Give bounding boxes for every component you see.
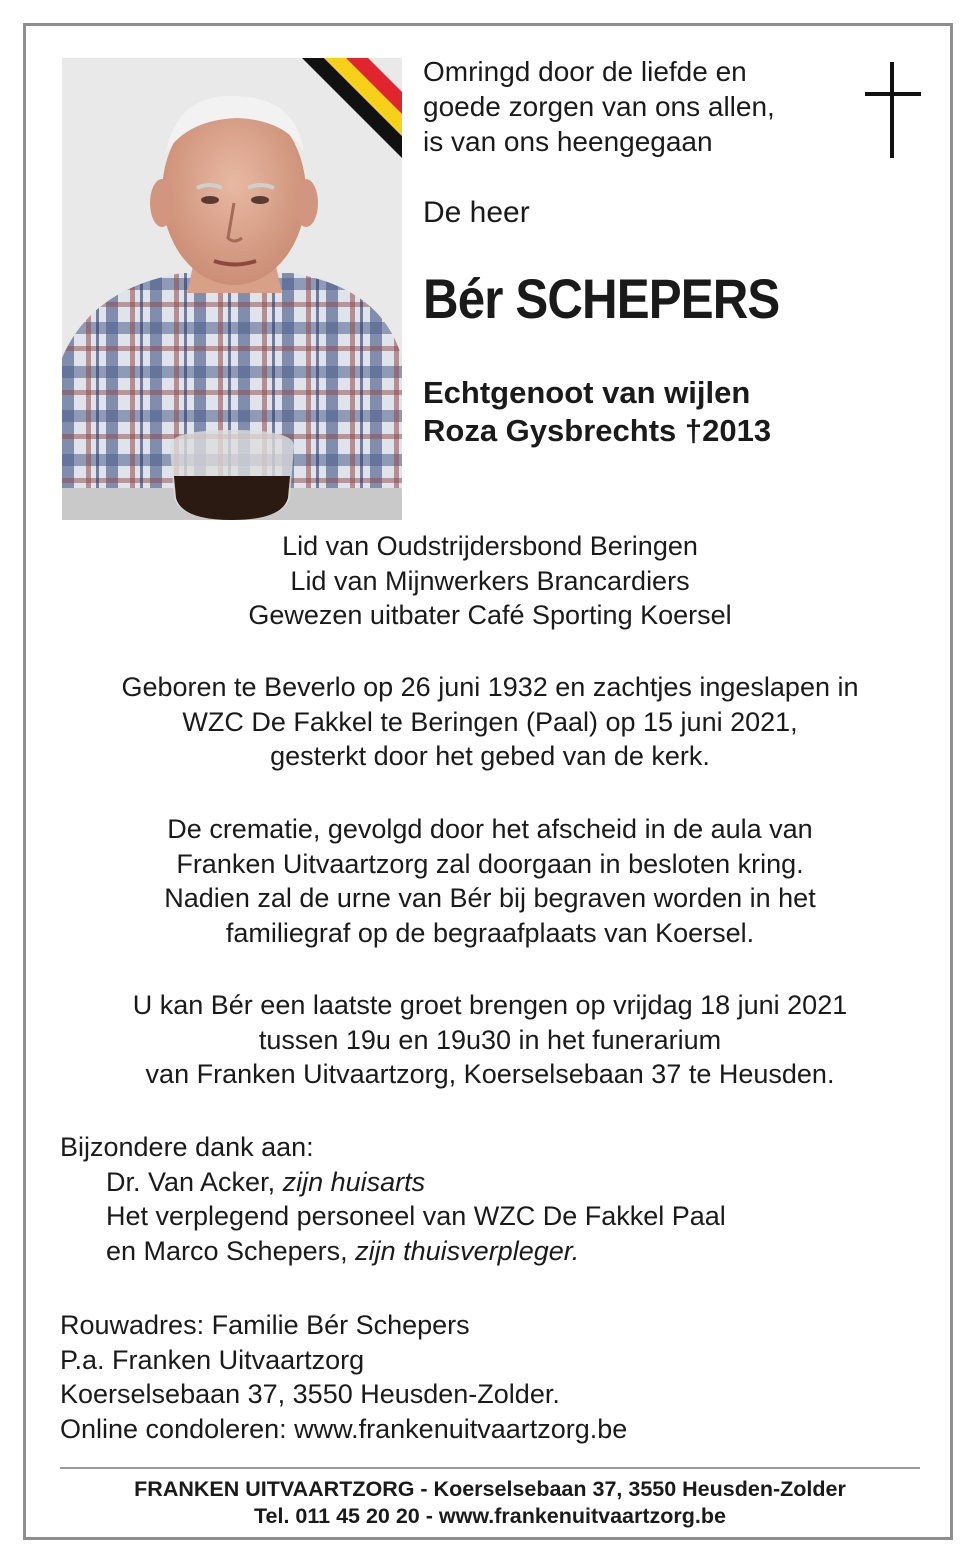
memberships bbox=[40, 529, 940, 633]
thanks-role: zijn thuisverpleger. bbox=[355, 1235, 580, 1266]
thanks-name: Dr. Van Acker, bbox=[106, 1166, 283, 1197]
birth-line: gesterkt door het gebed van de kerk. bbox=[270, 741, 710, 771]
visit-line: tussen 19u en 19u30 in het funerarium bbox=[258, 1024, 722, 1055]
thanks-section bbox=[60, 1130, 726, 1268]
cross-icon bbox=[865, 62, 921, 158]
visitation-info bbox=[40, 988, 940, 1092]
thanks-line: Het verplegend personeel van WZC De Fakkel Paal bbox=[106, 1201, 726, 1231]
address-line: P.a. Franken Uitvaartzorg bbox=[60, 1344, 365, 1375]
footer-line: Tel. 011 45 20 20 - www.frankenuitvaartzorg.be bbox=[254, 1504, 726, 1528]
footer-divider bbox=[60, 1467, 920, 1469]
address-line: Online condoleren: www.frankenuitvaartzorg.be bbox=[60, 1413, 628, 1444]
address-line: Rouwadres: Familie Bér Schepers bbox=[60, 1310, 470, 1340]
thanks-heading: Bijzondere dank aan: bbox=[60, 1132, 314, 1162]
address-section bbox=[60, 1308, 627, 1446]
birth-line: WZC De Fakkel te Beringen (Paal) op 15 juni 2021, bbox=[182, 706, 798, 737]
thanks-role: zijn huisarts bbox=[282, 1166, 426, 1197]
membership-line: Lid van Oudstrijdersbond Beringen bbox=[282, 531, 698, 561]
birth-line: Geboren te Beverlo op 26 juni 1932 en zachtjes ingeslapen in bbox=[121, 672, 859, 702]
thanks-line bbox=[60, 1234, 726, 1269]
intro-line: Omringd door de liefde en bbox=[423, 56, 747, 87]
cremation-line: Franken Uitvaartzorg zal doorgaan in besloten kring. bbox=[176, 848, 804, 879]
visit-line: U kan Bér een laatste groet brengen op vrijdag 18 juni 2021 bbox=[132, 990, 848, 1020]
spouse-info bbox=[423, 374, 771, 450]
intro-line: goede zorgen van ons allen, bbox=[423, 91, 775, 122]
cremation-line: Nadien zal de urne van Bér bij begraven worden in het bbox=[164, 883, 816, 913]
membership-line: Lid van Mijnwerkers Brancardiers bbox=[290, 565, 690, 596]
footer-line: FRANKEN UITVAARTZORG - Koerselsebaan 37, 3550 Heusden-Zolder bbox=[134, 1477, 846, 1501]
footer bbox=[40, 1476, 940, 1530]
spouse-line: Echtgenoot van wijlen bbox=[423, 375, 751, 410]
membership-line: Gewezen uitbater Café Sporting Koersel bbox=[248, 600, 732, 630]
spouse-line: Roza Gysbrechts †2013 bbox=[423, 413, 772, 448]
intro-line: is van ons heengegaan bbox=[423, 126, 713, 157]
cremation-line: familiegraf op de begraafplaats van Koersel. bbox=[225, 917, 755, 948]
address-line: Koerselsebaan 37, 3550 Heusden-Zolder. bbox=[60, 1379, 560, 1409]
thanks-line bbox=[60, 1165, 726, 1200]
visit-line: van Franken Uitvaartzorg, Koerselsebaan 37 te Heusden. bbox=[145, 1059, 835, 1089]
deceased-name: Bér SCHEPERS bbox=[423, 267, 780, 330]
portrait-illustration bbox=[62, 58, 402, 520]
honorific: De heer bbox=[423, 196, 530, 229]
birth-death-info bbox=[40, 670, 940, 774]
portrait-photo bbox=[62, 58, 402, 520]
thanks-name: en Marco Schepers, bbox=[106, 1235, 356, 1266]
cremation-line: De crematie, gevolgd door het afscheid in de aula van bbox=[167, 814, 813, 844]
intro-text bbox=[423, 54, 775, 159]
cremation-info bbox=[40, 812, 940, 950]
